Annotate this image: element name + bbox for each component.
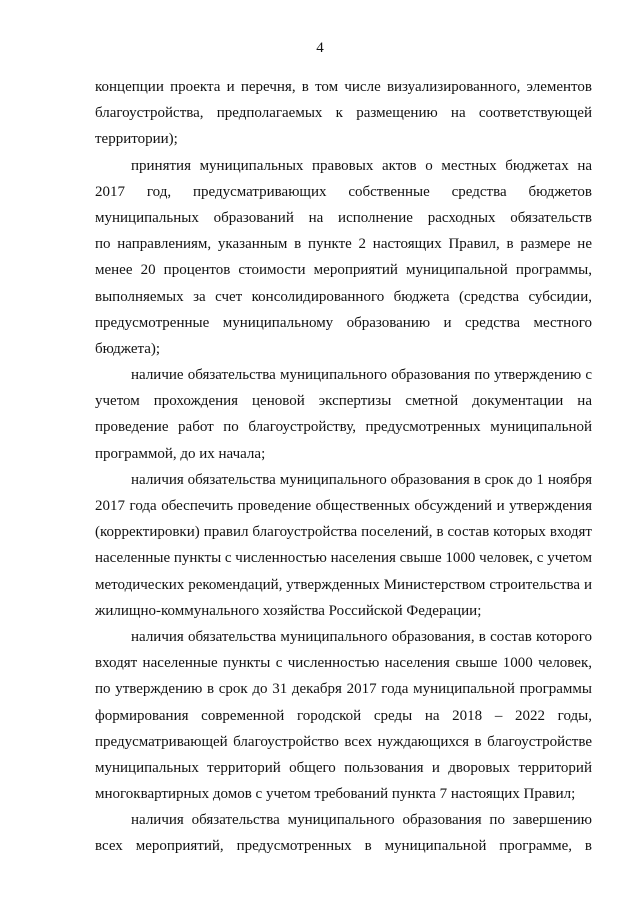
text-line: проведение работ по благоустройству, предусмотренных муниципальной	[95, 419, 592, 436]
text-line: методических рекомендаций, утвержденных Министерством строительства и	[95, 576, 592, 593]
text-line: учетом прохождения ценовой экспертизы сметной документации на	[95, 393, 592, 410]
text-line: по утверждению в срок до 31 декабря 2017 года муниципальной программы	[95, 681, 592, 698]
text-line: менее 20 процентов стоимости мероприятий муниципальной программы,	[95, 262, 592, 279]
text-line: выполняемых за счет консолидированного бюджета (средства субсидии,	[95, 288, 592, 305]
text-line: программой, до их начала;	[95, 445, 266, 462]
text-line: муниципальных территорий общего пользования и дворовых территорий	[95, 759, 592, 776]
document-body	[95, 74, 592, 860]
paragraph-first-line: наличия обязательства муниципального образования, в состав которого	[131, 628, 592, 645]
text-line: населенные пункты с численностью населения свыше 1000 человек, с учетом	[95, 550, 592, 567]
text-line: муниципальных образований на исполнение расходных обязательств	[95, 209, 592, 226]
text-line: (корректировки) правил благоустройства поселений, в состав которых входят	[95, 524, 592, 541]
paragraph-first-line: наличия обязательства муниципального образования по завершению	[131, 812, 592, 829]
paragraph-first-line: принятия муниципальных правовых актов о местных бюджетах на	[131, 157, 592, 174]
text-line: формирования современной городской среды на 2018 – 2022 годы,	[95, 707, 592, 724]
paragraph-first-line: наличия обязательства муниципального образования в срок до 1 ноября	[131, 471, 592, 488]
text-line: 2017 год, предусматривающих собственные средства бюджетов	[95, 183, 592, 200]
text-line: 2017 года обеспечить проведение общественных обсуждений и утверждения	[95, 498, 592, 514]
text-line: благоустройства, предполагаемых к размещению на соответствующей	[95, 105, 592, 122]
text-line: территории);	[95, 131, 178, 148]
paragraph-first-line: наличие обязательства муниципального образования по утверждению с	[131, 367, 592, 384]
text-line: жилищно-коммунального хозяйства Российской Федерации;	[95, 602, 482, 619]
text-line: концепции проекта и перечня, в том числе визуализированного, элементов	[95, 79, 592, 95]
text-line: предусмотренные муниципальному образованию и средства местного	[95, 314, 592, 331]
page-number: 4	[316, 40, 324, 56]
text-line: по направлениям, указанным в пункте 2 настоящих Правил, в размере не	[95, 236, 592, 253]
text-line: входят населенные пункты с численностью населения свыше 1000 человек,	[95, 655, 592, 672]
text-line: многоквартирных домов с учетом требований пункта 7 настоящих Правил;	[95, 786, 576, 803]
text-line: предусматривающей благоустройство всех нуждающихся в благоустройстве	[95, 733, 592, 750]
text-line: всех мероприятий, предусмотренных в муниципальной программе, в	[95, 838, 592, 855]
text-line: бюджета);	[95, 340, 161, 357]
